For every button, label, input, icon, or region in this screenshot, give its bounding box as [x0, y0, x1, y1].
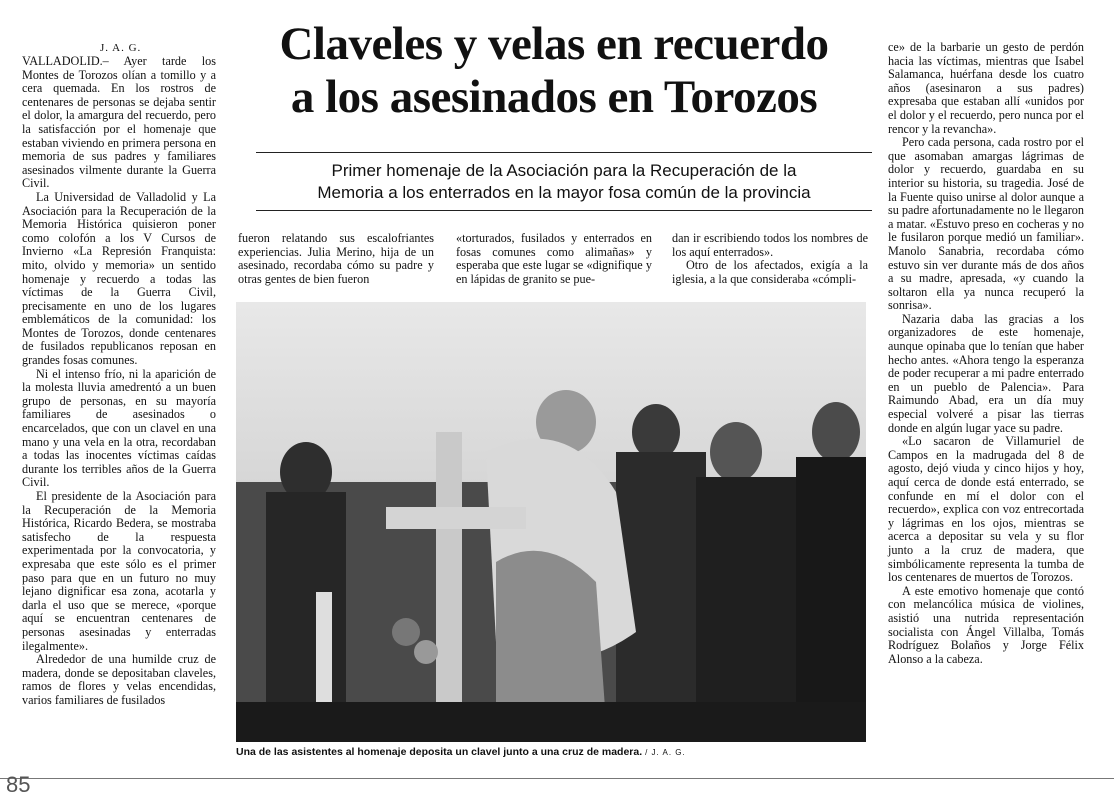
paragraph: «torturados, fusilados y enterrados en fosas comunes como alimañas» y esperaba que este lugar se «dignifique y en lápidas de granito se pue- [456, 231, 652, 286]
bottom-rule [256, 210, 872, 211]
page-bottom-edge [0, 778, 1114, 779]
subhead-line-2: Memoria a los enterrados en la mayor fosa común de la provincia [317, 183, 811, 202]
article-column-2 [238, 232, 434, 286]
caption-text: Una de las asistentes al homenaje deposita un clavel junto a una cruz de madera. [236, 746, 643, 758]
photo-illustration [236, 302, 866, 742]
headline-line-1: Claveles y velas en recuerdo [279, 18, 829, 70]
byline: J. A. G. [100, 42, 142, 54]
paragraph: A este emotivo homenaje que contó con melancólica música de violines, asistió una nutrida representación socialista con Ángel Villalba, Tomás Rodríguez Bolaños y Jorge Félix Alonso a la cabeza. [888, 583, 1084, 666]
paragraph: Alrededor de una humilde cruz de madera, donde se depositaban claveles, ramos de flores y velas encendidas, varios familiares de fusilados [22, 652, 216, 707]
article-column-5 [888, 41, 1084, 666]
paragraph: ce» de la barbarie un gesto de perdón hacia las víctimas, mientras que Isabel Salamanca, huérfana desde los cuatro años (asesinaron a sus padres) expresaba que estaban allí «unidos por el dolor y el recuerdo, pero nunca por el rencor y la revancha». [888, 40, 1084, 136]
paragraph: dan ir escribiendo todos los nombres de los aquí enterrados». [672, 231, 868, 259]
paragraph: Pero cada persona, cada rostro por el que asomaban amargas lágrimas de dolor y recuerdo, guardaba en su interior su historia, su tragedia. José de la Fuente quiso unirse al dolor aunque a su padre afortunadamente no le llegaron a matar. «Estuvo preso en cocheras y no le fusilaron porque medió un familiar». Manolo Sanabria, recordaba cómo estuvo sin ver durante más de dos años a su madre, apresada, «y cuando la soltaron ella ya nunca recuperó la sonrisa». [888, 135, 1084, 313]
photo-credit: / J. A. G. [645, 748, 686, 757]
article-column-3 [456, 232, 652, 286]
paragraph: Ni el intenso frío, ni la aparición de la molesta lluvia amedrentó a un buen grupo de personas, en su mayoría familiares de asesinados o encarcelados, que con un clavel en una mano y una vela en la otra, recordaban a todas las inocentes víctimas caídas durante los terribles años de la Guerra Civil. [22, 366, 216, 490]
subhead-line-1: Primer homenaje de la Asociación para la Recuperación de la [331, 161, 797, 180]
article-column-4 [672, 232, 868, 286]
paragraph: Nazaria daba las gracias a los organizadores de este homenaje, aunque opinaba que lo tenían que haber hecho antes. «Ahora tengo la esperanza de poder recuperar a mi padre enterrado en un pueblo de Palencia». Para Raimundo Abad, era un día muy especial volveré a pisar las tierras donde en algún lugar yace su padre. [888, 311, 1084, 435]
headline-line-2: a los asesinados en Torozos [290, 71, 818, 123]
paragraph: «Lo sacaron de Villamuriel de Campos en la madrugada del 8 de agosto, dejó viuda y cinco hijos y hoy, aquí cerca de donde está enterrado, se confunde en mí el dolor con el recuerdo», explica con voz entrecortada y lágrimas en los ojos, mientras se acerca a depositar su vela y su flor junto a la cruz de madera, que simbólicamente representa la tumba de los centenares de muertos de Torozos. [888, 434, 1084, 585]
paragraph: VALLADOLID.– Ayer tarde los Montes de Torozos olían a tomillo y a cera quemada. En los rostros de centenares de personas se dejaba sentir el dolor, la amargura del recuerdo, pero la satisfacción por el homenaje que estaban viviendo en primera persona en memoria de sus padres y familiares asesinados vilmente durante la Guerra Civil. [22, 54, 216, 191]
paragraph: fueron relatando sus escalofriantes experiencias. Julia Merino, hija de un asesinado, recordaba cómo su padre y otras gentes de bien fueron [238, 231, 434, 286]
paragraph: El presidente de la Asociación para la Recuperación de la Memoria Histórica, Ricardo Bedera, se mostraba satisfecho de la respuesta experimentada por la convocatoria, y expresaba que este sólo es el primer paso para que en un futuro no muy lejano dignificar esa zona, acotarla y darla el uso que se merece, «porque aquí se encuentran centenares de personas asesinadas y enterradas ilegalmente». [22, 489, 216, 653]
top-rule [256, 152, 872, 153]
page-number: 85 [6, 772, 31, 797]
paragraph: La Universidad de Valladolid y La Asociación para la Recuperación de la Memoria Histórica quisieron poner como colofón a los V Cursos de Invierno «La Represión Franquista: mito, olvido y memoria» un sentido homenaje y recuerdo a todas las víctimas de la Guerra Civil, precisamente en uno de los lugares emblemáticos de la comunidad: los Montes de Torozos, donde centenares de fusilados republicanos reposan en grandes fosas comunes. [22, 189, 216, 368]
paragraph: Otro de los afectados, exigía a la iglesia, a la que consideraba «cómpli- [672, 258, 868, 286]
photo-caption [236, 746, 876, 758]
subheadline [256, 160, 872, 204]
news-photo [236, 302, 866, 742]
headline [236, 18, 872, 124]
article-column-1 [22, 55, 216, 708]
